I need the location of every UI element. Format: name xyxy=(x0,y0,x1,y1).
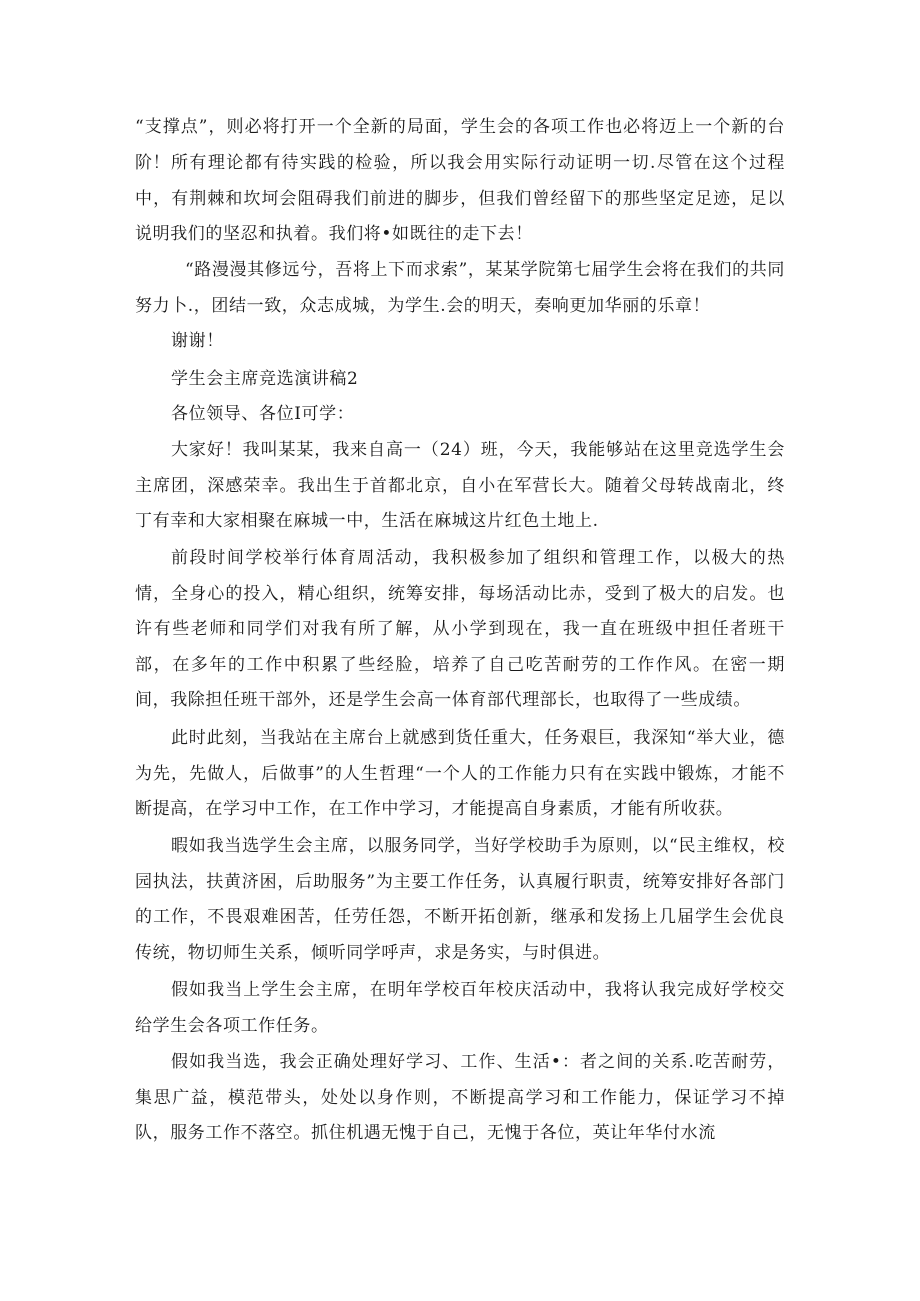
paragraph-7: 大家好！我叫某某，我来自高一（24）班，今天，我能够站在这里竞选学生会主席团，深感荣幸。我出生于首都北京，自小在军营长大。随着父母转战南北，终丁有幸和大家相聚在麻城一中，生活在麻城这片红色土地上. xyxy=(135,440,785,532)
paragraph-1: “支撑点”，则必将打开一个全新的局面，学生会的各项工作也必将迈上一个新的台阶！ xyxy=(135,117,785,173)
salutation: 各位领导、各位I可学： xyxy=(171,404,355,424)
paragraph-9: 此时此刻，当我站在主席台上就感到货任重大，任务艰巨，我深知“举大业，德为先，先做人，后做事”的人生哲理“一个人的工作能力只有在实践中锻炼，才能不断提高，在学习中工作，在工作中学习，才能提高自身素质，才能有所收获。 xyxy=(135,728,785,820)
paragraph-11: 假如我当上学生会主席，在明年学校百年校庆活动中，我将认我完成好学校交给学生会各项工作任务。 xyxy=(135,980,785,1036)
paragraph-10: 暇如我当选学生会主席，以服务同学，当好学校助手为原则，以“民主维权，校园执法，扶黄济困，后助服务”为主要工作任务，认真履行职责，统筹安排好各部门的工作，不畏艰难困苦，任劳任怨，不断开拓创新，继承和发扬上几届学生会优良传统，物切师生关系，倾听同学呼声，求是务实，与时俱进。 xyxy=(135,836,785,963)
paragraph-3: “路漫漫其修远兮，吾将上下而求索”，某某学院第七届学生会将在我们的共同努力卜.，团结一致，众志成城，为学生.会的明天，奏响更加华丽的乐章！ xyxy=(135,260,785,316)
speech-title: 学生会主席竞选演讲稿2 xyxy=(171,369,359,389)
paragraph-8: 前段时间学校举行体育周活动，我积极参加了组织和管理工作，以极大的热情，全身心的投入，精心组织，统筹安排，每场活动比赤，受到了极大的启发。也许有些老师和同学们对我有所了解，从小学到现在，我一直在班级中担任者班干部，在多年的工作中积累了些经脸，培养了自己吃苦耐劳的工作作风。在密一期间，我除担任班干部外，还是学生会高一体育部代理部长，也取得了一些成绩。 xyxy=(135,548,785,711)
paragraph-thanks: 谢谢！ xyxy=(171,331,224,351)
paragraph-2: 所有理论都有待实践的检验，所以我会用实际行动证明一切.尽管在这个过程中，有荆棘和坎坷会阻碍我们前进的脚步，但我们曾经留下的那些坚定足迹，足以说明我们的坚忍和执着。我们将•如既往的走下去！ xyxy=(135,153,785,245)
paragraph-12: 假如我当选，我会正确处理好学习、工作、生活•：者之间的关系.吃苦耐劳，集思广益，模范带头，处处以身作则，不断提高学习和工作能力，保证学习不掉队，服务工作不落空。抓住机遇无愧于自己，无愧于各位，英让年华付水流 xyxy=(135,1052,785,1144)
